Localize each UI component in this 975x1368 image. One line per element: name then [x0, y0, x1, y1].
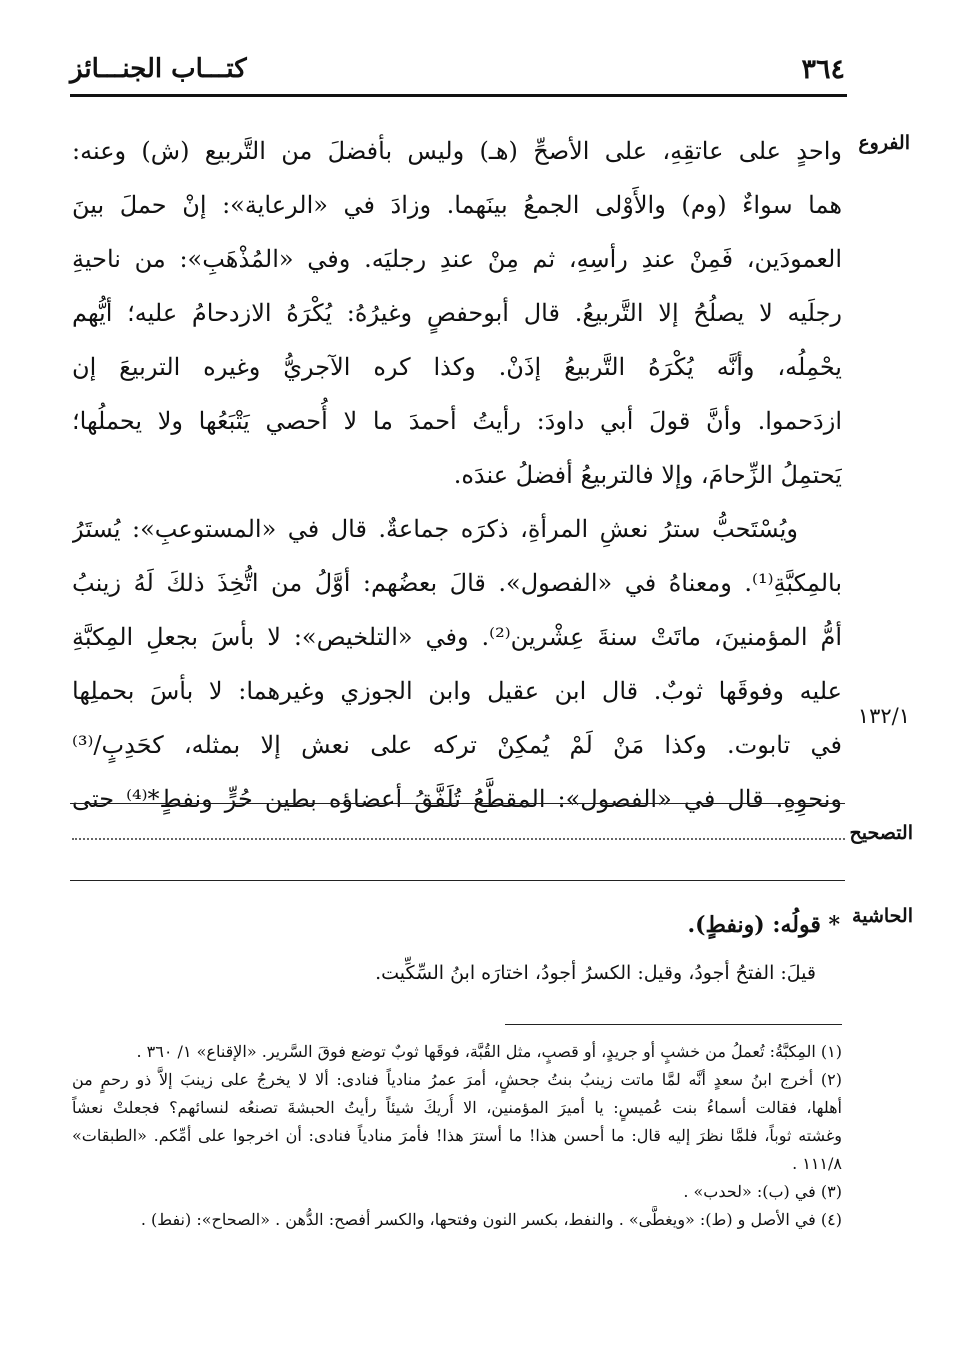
- text-line: رجلَيه لا يصلُحُ إلا التَّربيعُ. قال أبوحفصٍ وغيرُهُ: يُكْرَهُ الازدحامُ عليه؛ أيُّهم: [72, 299, 842, 327]
- text-line: أمُّ المؤمنينَ، ماتَتْ سنةَ عِشْرين⁽²⁾. وفي «التلخيص»: لا بأسَ بجعلِ المِكبَّةِ: [72, 623, 842, 651]
- chapter-title: كتـــاب الجنـــائز: [70, 54, 247, 84]
- text-line: بالمِكبَّةِ⁽¹⁾. ومعناهُ في «الفصول». قالَ بعضُهم: أوَّلُ من اتُّخِذَ ذلكَ لَهُ زينبُ: [72, 569, 842, 597]
- page-header: [70, 50, 845, 94]
- margin-page-reference: ١٣٢/١: [857, 704, 910, 728]
- margin-label-furu: الفروع: [858, 132, 910, 154]
- text-line: العمودَين، فَمِنْ عندِ رأسِهِ، ثم مِنْ عندِ رجليَه. وفي «المُذْهَبِ»: من ناحيةِ: [72, 245, 842, 273]
- footnote-line: ١١١/٨ .: [792, 1154, 842, 1173]
- hashiya-heading: * قولُه: (ونفطٍ).: [687, 912, 840, 938]
- page-number: ٣٦٤: [801, 54, 845, 85]
- footnote-line: (١) المِكبَّةُ: تُعملُ من خشبٍ أو جريدٍ، أو قصبٍ، مثل القُبَّة، فوقَها ثوبٌ توضع فوقَ السَّرير. «الإقناع» ١/ ٣٦٠ .: [136, 1042, 842, 1061]
- text-line: واحدٍ على عاتقِهِ، على الأصحِّ (هـ) وليس بأفضلَ من التَّربيع (ش) وعنه:: [72, 137, 842, 165]
- text-line: ويُسْتَحبُّ سترُ نعشِ المرأةِ، ذكرَه جماعةٌ. قال في «المستوعبِ»: يُستَرُ: [72, 515, 798, 543]
- text-line: يحْمِلُه، وأنَّه يُكْرَهُ التَّربيعُ إذَنْ. وكذا كره الآجريُّ وغيره التربيعَ إن: [72, 353, 842, 381]
- header-rule: [70, 94, 847, 97]
- text-line: ونحوِهِ. قال في «الفصول»: المقطَّعُ تُلَفَّقُ أعضاؤه بطين حُرٍّ ونفطٍ*⁽⁴⁾ حتى: [72, 785, 842, 813]
- footnote-line: (٤) في الأصل و (ط): «ويغطَّى» . والنفط، بكسر النون وفتحها، والكسر أفصح: الدُّهن . «الصحاح»: (نفط) .: [140, 1210, 842, 1229]
- main-text: [72, 124, 842, 826]
- footnote-line: وغشته ثوباً، فلمَّا نظرَ إليه قال: ما أحسن هذا! ما أسترَ هذا! فأمرَ منادياً فنادى: أن اخرجوا على أمِّكم. «الطبقات»: [72, 1126, 842, 1145]
- tashih-dotted-line: [72, 838, 845, 840]
- hashiya-body: قيلَ: الفتحُ أجودُ، وقيل: الكسرُ أجودُ، اختارَه ابنُ السِّكِّيت.: [375, 962, 816, 984]
- footnote-line: أهلها، فقالت أسماءُ بنت عُميسٍ: يا أميرَ المؤمنين، الا أُريكَ شيئاً رأيتُ الحبشةَ تصنعُه لنسائهم؟ فجعلتْ نعشاً: [72, 1098, 842, 1117]
- text-line: ازدَحموا. وأنَّ قولَ أبي داودَ: رأيتُ أحمدَ ما لا أُحصي يَتْبَعُها ولا يحملُها؛: [72, 407, 842, 435]
- separator-rule: [70, 803, 845, 804]
- footnotes: [72, 1038, 842, 1234]
- margin-label-tashih: التصحيح: [849, 822, 913, 844]
- margin-label-hashiya: الحاشية: [852, 905, 913, 927]
- hashiya-section: [72, 900, 840, 996]
- footnote-line: (٢) أخرج ابنُ سعدٍ أنَّه لمَّا ماتت زينبُ بنتُ جحشٍ، أمرَ عمرُ منادياً فنادى: ألا لا يخرجُ على زينبَ إلاَّ ذو رحمٍ من: [72, 1070, 842, 1089]
- text-line: في تابوت. وكذا مَنْ لَمْ يُمكِنْ تركه على نعش إلا بمثله، كحَدِبٍ/⁽³⁾: [72, 731, 842, 759]
- footnote-line: (٣) في (ب): «لحدب» .: [683, 1182, 842, 1201]
- text-line: يَحتمِلُ الزِّحامَ، وإلا فالتربيعُ أفضلُ عندَه.: [453, 461, 842, 489]
- separator-rule: [70, 880, 845, 881]
- footnote-rule: [505, 1024, 842, 1025]
- text-line: هما سواءٌ (وم) والأَوْلى الجمعُ بينَهما. وزادَ في «الرعاية»: إنْ حملَ بينَ: [72, 191, 842, 219]
- text-line: عليه وفوقَها ثوبٌ. قال ابن عقيل وابن الجوزي وغيرهما: لا بأسَ بحملِها: [72, 677, 842, 705]
